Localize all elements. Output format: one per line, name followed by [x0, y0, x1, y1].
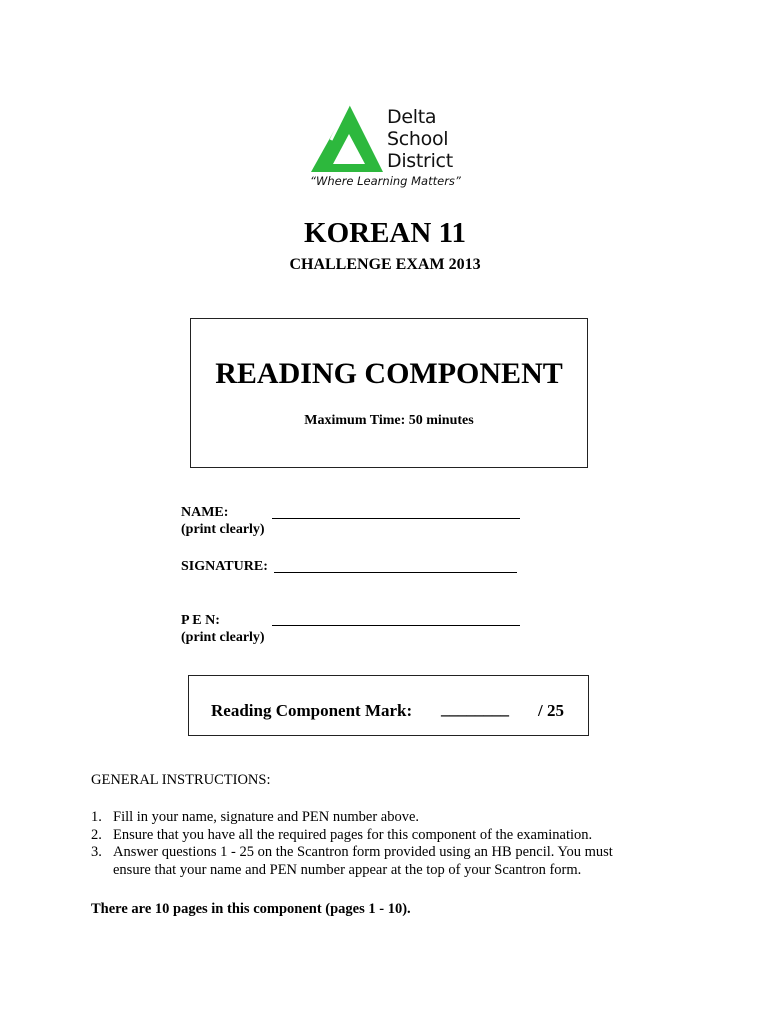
district-tagline: “Where Learning Matters” — [310, 174, 461, 188]
signature-line[interactable] — [274, 572, 517, 573]
exam-title: KOREAN 11 — [304, 217, 466, 249]
pen-print-note: (print clearly) — [181, 630, 265, 645]
name-line[interactable] — [272, 518, 520, 519]
item-text: Answer questions 1 - 25 on the Scantron form provided using an HB pencil. You must ensure that your name and PEN number appear at the top of your Scantron form. — [113, 844, 613, 878]
name-print-note: (print clearly) — [181, 522, 265, 537]
mark-total: / 25 — [538, 701, 564, 720]
district-name — [387, 106, 453, 172]
component-title: READING COMPONENT — [215, 357, 563, 390]
name-label: NAME: — [181, 505, 229, 520]
district-name-line: District — [387, 150, 453, 172]
instructions-title: GENERAL INSTRUCTIONS: — [91, 772, 271, 788]
district-logo — [311, 104, 471, 194]
item-text: Ensure that you have all the required pages for this component of the examination. — [113, 826, 593, 843]
instructions-list — [91, 809, 653, 879]
pen-line[interactable] — [272, 625, 520, 626]
item-number: 3. — [91, 844, 102, 860]
item-number: 1. — [91, 809, 102, 825]
mark-label: Reading Component Mark: — [211, 701, 413, 720]
mark-blank[interactable]: ________ — [441, 699, 509, 718]
pages-note: There are 10 pages in this component (pages 1 - 10). — [91, 901, 411, 917]
district-name-line: Delta — [387, 106, 437, 128]
exam-subtitle: CHALLENGE EXAM 2013 — [289, 256, 481, 273]
district-name-line: School — [387, 128, 449, 150]
list-item — [91, 809, 653, 827]
max-time: Maximum Time: 50 minutes — [304, 413, 474, 428]
list-item — [91, 844, 653, 879]
list-item — [91, 827, 653, 845]
item-number: 2. — [91, 826, 102, 843]
pen-label: P E N: — [181, 613, 220, 628]
component-box — [190, 318, 588, 468]
signature-label: SIGNATURE: — [181, 559, 268, 574]
item-text: Fill in your name, signature and PEN number above. — [113, 809, 420, 825]
green-triangle-logo-icon — [311, 104, 387, 174]
mark-box — [188, 675, 589, 736]
